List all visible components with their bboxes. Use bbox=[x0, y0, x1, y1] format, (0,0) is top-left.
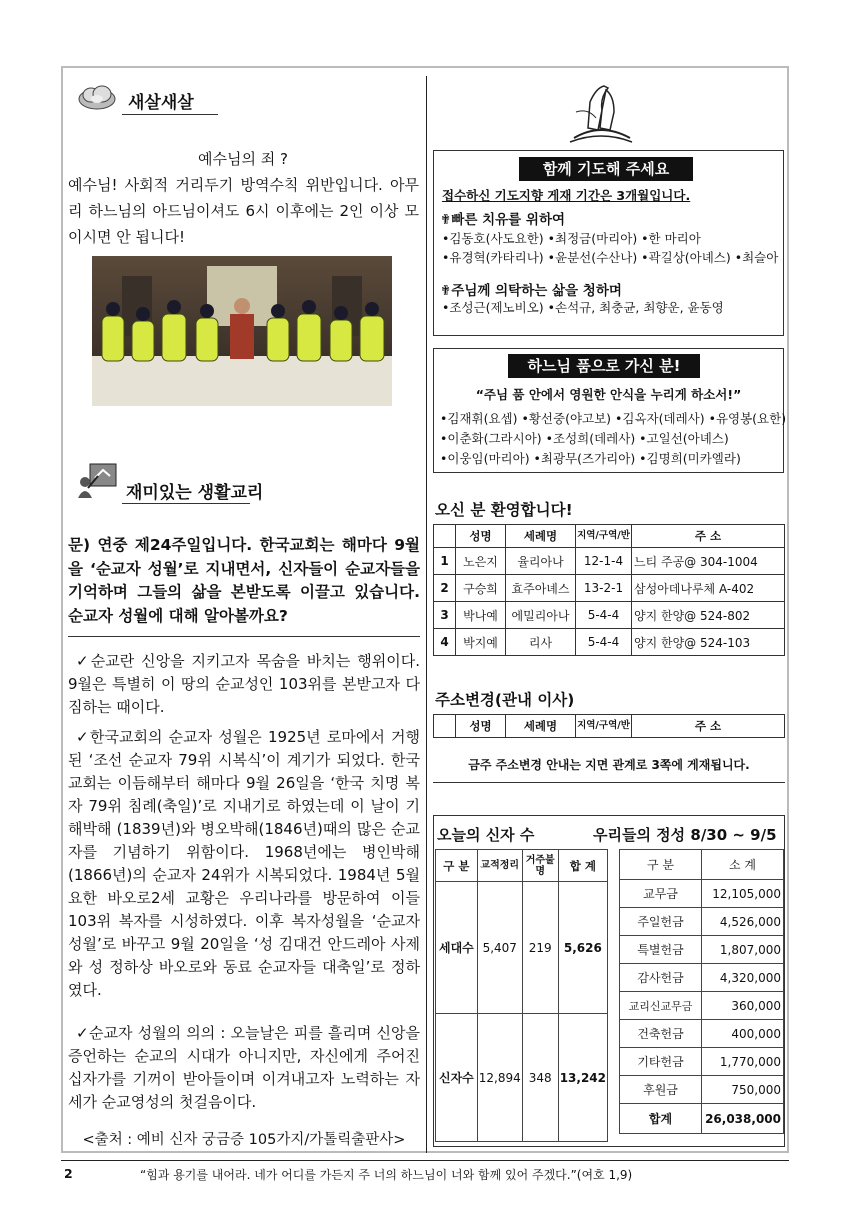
question-text: 문) 연중 제24주일입니다. 한국교회는 해마다 9월을 ‘순교자 성월’로 지내면서, 신자들이 순교자들을 기억하며 그들의 삶을 본받도록 이끌고 있습니다. 순교자 성월에 대해 알아볼까요? bbox=[68, 536, 420, 625]
address-divider bbox=[433, 782, 785, 783]
deceased-box-title: 하느님 품으로 가신 분! bbox=[508, 354, 700, 378]
welcome-table bbox=[433, 524, 785, 656]
title-part-b: 생활교리 bbox=[197, 483, 264, 503]
row-zone: 12-1-4 bbox=[576, 548, 632, 575]
row-address: 느티 주공@ 304-1004 bbox=[632, 548, 785, 575]
deceased-prayer: “주님 품 안에서 영원한 안식을 누리게 하소서!” bbox=[475, 387, 742, 402]
teacher-board-icon bbox=[76, 462, 118, 500]
row-zone: 5-4-4 bbox=[576, 629, 632, 656]
row-registered: 12,894 bbox=[477, 1014, 522, 1142]
table-row bbox=[434, 629, 785, 656]
row-name: 박나예 bbox=[456, 602, 506, 629]
address-change-notice: 금주 주소변경 안내는 지면 관계로 3쪽에 게재됩니다. bbox=[468, 758, 750, 772]
address-change-table bbox=[433, 714, 785, 738]
row-type: 신자수 bbox=[436, 1014, 478, 1142]
row-no: 2 bbox=[434, 575, 456, 602]
welcome-header-baptism: 세례명 bbox=[506, 525, 576, 548]
offerings-table bbox=[619, 849, 784, 1134]
members-header-total: 합 계 bbox=[558, 850, 607, 882]
row-amount: 750,000 bbox=[702, 1076, 784, 1104]
table-row bbox=[620, 992, 784, 1020]
row-type: 교리신교무금 bbox=[620, 992, 702, 1020]
row-amount: 1,770,000 bbox=[702, 1048, 784, 1076]
row-name: 박지예 bbox=[456, 629, 506, 656]
welcome-header-row bbox=[434, 525, 785, 548]
footer-divider bbox=[61, 1160, 789, 1161]
row-baptism: 리사 bbox=[506, 629, 576, 656]
table-row bbox=[620, 964, 784, 992]
table-row bbox=[620, 1076, 784, 1104]
table-row bbox=[620, 880, 784, 908]
welcome-header-address: 주 소 bbox=[632, 525, 785, 548]
address-header-row bbox=[434, 715, 785, 738]
table-row bbox=[620, 908, 784, 936]
row-name: 구승희 bbox=[456, 575, 506, 602]
row-amount: 4,526,000 bbox=[702, 908, 784, 936]
prayer-box-title: 함께 기도해 주세요 bbox=[519, 157, 693, 181]
offerings-total-row bbox=[620, 1104, 784, 1134]
offerings-header-row bbox=[620, 850, 784, 880]
last-supper-image bbox=[92, 256, 392, 406]
footer-quote: “힘과 용기를 내어라. 네가 어디를 가든지 주 너의 하느님이 너와 함께 있어 주겠다.”(여호 1,9) bbox=[140, 1168, 633, 1182]
row-address: 양지 한양@ 524-802 bbox=[632, 602, 785, 629]
row-unknown: 219 bbox=[522, 882, 558, 1014]
address-header-zone: 지역/구역/반 bbox=[576, 715, 632, 738]
row-amount: 12,105,000 bbox=[702, 880, 784, 908]
row-type: 기타헌금 bbox=[620, 1048, 702, 1076]
row-zone: 5-4-4 bbox=[576, 602, 632, 629]
row-amount: 400,000 bbox=[702, 1020, 784, 1048]
address-header-no bbox=[434, 715, 456, 738]
members-header-registered: 교적정리 bbox=[477, 850, 522, 882]
table-row bbox=[434, 548, 785, 575]
question-divider bbox=[68, 636, 420, 637]
cloud-icon bbox=[76, 82, 118, 112]
section-title-saesal: 새살새살 bbox=[128, 93, 194, 113]
trust-title: ✟주님께 의탁하는 삶을 청하며 bbox=[440, 283, 622, 299]
column-divider bbox=[426, 76, 427, 1153]
row-type: 세대수 bbox=[436, 882, 478, 1014]
row-amount: 4,320,000 bbox=[702, 964, 784, 992]
address-header-name: 성명 bbox=[456, 715, 506, 738]
row-type: 교무금 bbox=[620, 880, 702, 908]
address-header-address: 주 소 bbox=[632, 715, 785, 738]
joke-title: 예수님의 죄 ? bbox=[198, 150, 288, 168]
row-no: 1 bbox=[434, 548, 456, 575]
table-row bbox=[436, 882, 608, 1014]
stats-title-right: 우리들의 정성 8/30 ~ 9/5 bbox=[593, 826, 777, 844]
row-baptism: 효주아녜스 bbox=[506, 575, 576, 602]
total-label: 합계 bbox=[620, 1104, 702, 1134]
para-meaning: ✓순교자 성월의 의의 : 오늘날은 피를 흘리며 신앙을 증언하는 순교의 시대가 아니지만, 자신에게 주어진 십자가를 기꺼이 받아들이며 이겨내고자 노력하는 자세가 순교영성의 첫걸음이다. bbox=[68, 1024, 420, 1111]
members-header-row bbox=[436, 850, 608, 882]
row-type: 주일헌금 bbox=[620, 908, 702, 936]
row-amount: 360,000 bbox=[702, 992, 784, 1020]
table-row bbox=[436, 1014, 608, 1142]
section-title-catechism bbox=[126, 478, 263, 503]
para-history: ✓한국교회의 순교자 성월은 1925년 로마에서 거행된 ‘조선 순교자 79위 시복식’이 계기가 되었다. 한국교회는 이듬해부터 해마다 9월 26일을 ‘한국 치명 복자 79위 침례(축일)’로 지내기로 하였는데 이 날이 기해박해 (1839년)와 병오박해(1846년)때의 많은 순교자를 기념하기 위함이다. 1968년에는 병인박해(1866년)의 순교자 24위가 시복되었다. 1984년 5월 요한 바오로2세 교황은 우리나라를 방문하여 이들 103위 복자를 시성하였다. 이후 복자성월을 ‘순교자 성월’로 바꾸고 9월 20일을 ‘성 김대건 안드레아 사제와 성 정하상 바오로와 동료 순교자들 대축일’로 정하였다. bbox=[68, 728, 420, 999]
prayer-notice: 접수하신 기도지향 게재 기간은 3개월입니다. bbox=[442, 188, 691, 203]
members-header-type: 구 분 bbox=[436, 850, 478, 882]
row-type: 특별헌금 bbox=[620, 936, 702, 964]
row-type: 감사헌금 bbox=[620, 964, 702, 992]
para-martyrdom: ✓순교란 신앙을 지키고자 목숨을 바치는 행위이다. 9월은 특별히 이 땅의 순교성인 103위를 본받고자 다짐하는 때이다. bbox=[68, 652, 420, 716]
page-number: 2 bbox=[64, 1166, 73, 1181]
row-registered: 5,407 bbox=[477, 882, 522, 1014]
address-header-baptism: 세례명 bbox=[506, 715, 576, 738]
offerings-header-amount: 소 계 bbox=[702, 850, 784, 880]
total-amount: 26,038,000 bbox=[702, 1104, 784, 1134]
row-amount: 1,807,000 bbox=[702, 936, 784, 964]
row-address: 삼성아데나루체 A-402 bbox=[632, 575, 785, 602]
row-type: 건축헌금 bbox=[620, 1020, 702, 1048]
deceased-line-1: •김재휘(요셉) •황선중(야고보) •김옥자(데레사) •유영봉(요한) bbox=[440, 411, 787, 426]
source-citation: <출처 : 예비 신자 궁금증 105가지/가톨릭출판사> bbox=[82, 1132, 406, 1148]
table-row bbox=[620, 1048, 784, 1076]
joke-body: 예수님! 사회적 거리두기 방역수칙 위반입니다. 아무리 하느님의 아드님이셔도 6시 이후에는 2인 이상 모이시면 안 됩니다! bbox=[68, 176, 419, 246]
table-row bbox=[434, 602, 785, 629]
row-no: 4 bbox=[434, 629, 456, 656]
row-type: 후원금 bbox=[620, 1076, 702, 1104]
deceased-line-2: •이춘화(그라시아) •조성희(데레사) •고일선(아녜스) bbox=[440, 431, 729, 446]
welcome-title: 오신 분 환영합니다! bbox=[435, 501, 573, 519]
title-part-a: 재미있는 bbox=[126, 483, 192, 503]
stats-title-left: 오늘의 신자 수 bbox=[437, 826, 535, 844]
welcome-header-name: 성명 bbox=[456, 525, 506, 548]
deceased-line-3: •이웅임(마리아) •최광무(즈가리아) •김명희(미카엘라) bbox=[440, 451, 741, 466]
table-row bbox=[620, 1020, 784, 1048]
row-no: 3 bbox=[434, 602, 456, 629]
title-underline bbox=[122, 114, 218, 115]
title-underline-2 bbox=[122, 503, 250, 504]
heal-title: ✟빠른 치유를 위하여 bbox=[440, 212, 566, 228]
address-change-title: 주소변경(관내 이사) bbox=[435, 691, 575, 709]
row-address: 양지 한양@ 524-103 bbox=[632, 629, 785, 656]
row-total: 5,626 bbox=[558, 882, 607, 1014]
table-row bbox=[620, 936, 784, 964]
welcome-header-zone: 지역/구역/반 bbox=[576, 525, 632, 548]
trust-line-1: •조성근(제노비오) •손석규, 최충균, 최향운, 윤동영 bbox=[442, 300, 724, 315]
row-zone: 13-2-1 bbox=[576, 575, 632, 602]
welcome-header-no bbox=[434, 525, 456, 548]
praying-hands-icon bbox=[568, 82, 634, 146]
members-table bbox=[435, 849, 608, 1142]
members-header-unknown: 거주불명 bbox=[522, 850, 558, 882]
heal-line-2: •유경혁(카타리나) •윤분선(수산나) •곽길상(아녜스) •최슬아 bbox=[442, 250, 779, 265]
row-unknown: 348 bbox=[522, 1014, 558, 1142]
row-name: 노은지 bbox=[456, 548, 506, 575]
row-baptism: 에밀리아나 bbox=[506, 602, 576, 629]
heal-line-1: •김동호(사도요한) •최정금(마리아) •한 마리아 bbox=[442, 231, 701, 246]
row-baptism: 율리아나 bbox=[506, 548, 576, 575]
offerings-header-type: 구 분 bbox=[620, 850, 702, 880]
row-total: 13,242 bbox=[558, 1014, 607, 1142]
table-row bbox=[434, 575, 785, 602]
